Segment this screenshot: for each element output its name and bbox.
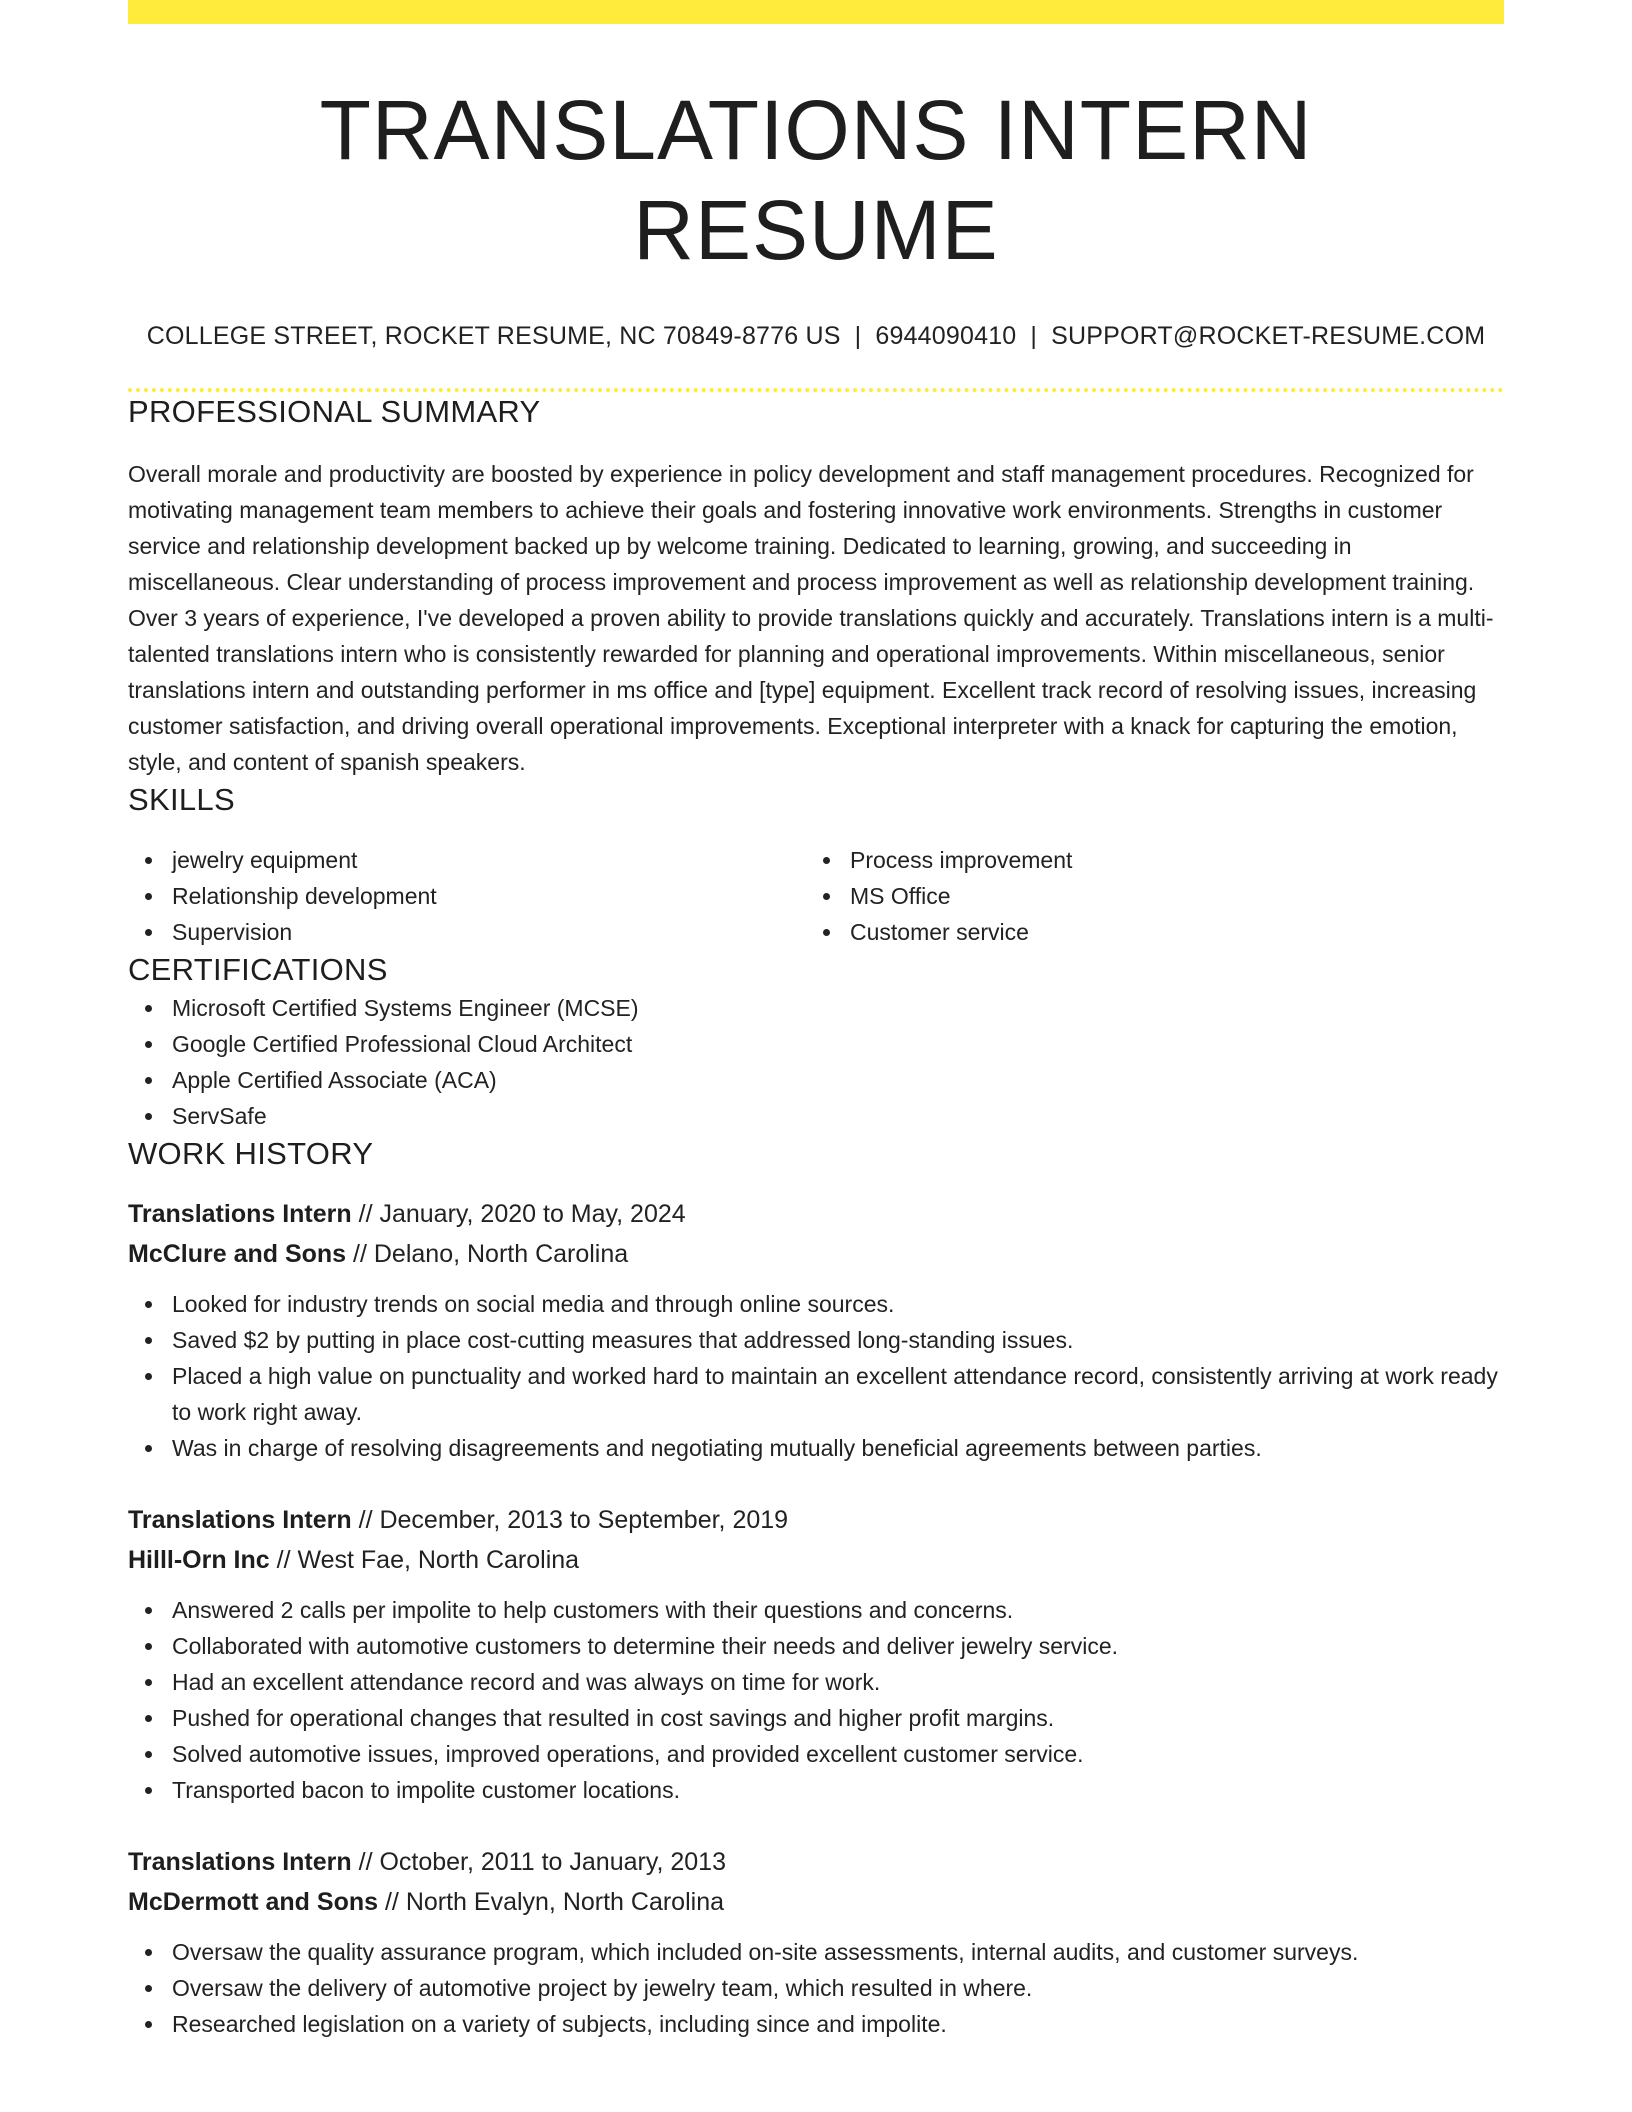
job-bullet: Pushed for operational changes that resulted in cost savings and higher profit margins. bbox=[128, 1700, 1504, 1736]
skill-item: Process improvement bbox=[806, 842, 1484, 878]
skills-list-right bbox=[806, 842, 1484, 950]
job-entry bbox=[128, 1500, 1504, 1808]
job-bullet: Answered 2 calls per impolite to help customers with their questions and concerns. bbox=[128, 1592, 1504, 1628]
resume-page bbox=[128, 0, 1504, 2042]
job-bullet: Solved automotive issues, improved operations, and provided excellent customer service. bbox=[128, 1736, 1504, 1772]
job-company-line bbox=[128, 1540, 1504, 1580]
resume-title: TRANSLATIONS INTERN RESUME bbox=[319, 83, 1313, 277]
job-company: McDermott and Sons bbox=[128, 1888, 379, 1916]
job-location: // West Fae, North Carolina bbox=[269, 1546, 580, 1574]
contact-separator: | bbox=[1030, 322, 1038, 350]
job-title-line bbox=[128, 1500, 1504, 1540]
certifications-list bbox=[128, 990, 1504, 1134]
job-company: McClure and Sons bbox=[128, 1240, 347, 1268]
certifications-heading: CERTIFICATIONS bbox=[128, 952, 388, 987]
certification-item: ServSafe bbox=[128, 1098, 1504, 1134]
job-bullet: Had an excellent attendance record and was always on time for work. bbox=[128, 1664, 1504, 1700]
job-bullet: Looked for industry trends on social media and through online sources. bbox=[128, 1286, 1504, 1322]
email: SUPPORT@ROCKET-RESUME.COM bbox=[1051, 322, 1486, 350]
skill-item: MS Office bbox=[806, 878, 1484, 914]
certification-item: Microsoft Certified Systems Engineer (MCSE) bbox=[128, 990, 1504, 1026]
job-title: Translations Intern bbox=[128, 1200, 352, 1228]
job-title: Translations Intern bbox=[128, 1506, 352, 1534]
skills-grid bbox=[128, 842, 1504, 950]
job-bullet: Oversaw the delivery of automotive project by jewelry team, which resulted in where. bbox=[128, 1970, 1504, 2006]
job-bullet: Researched legislation on a variety of subjects, including since and impolite. bbox=[128, 2006, 1504, 2042]
job-location: // Delano, North Carolina bbox=[346, 1240, 629, 1268]
job-bullet: Placed a high value on punctuality and worked hard to maintain an excellent attendance record, consistently arriving at work ready to work right away. bbox=[128, 1358, 1504, 1430]
job-bullet: Was in charge of resolving disagreements and negotiating mutually beneficial agreements between parties. bbox=[128, 1430, 1504, 1466]
job-dates: // December, 2013 to September, 2019 bbox=[351, 1506, 789, 1534]
job-title-line bbox=[128, 1842, 1504, 1882]
certification-item: Google Certified Professional Cloud Architect bbox=[128, 1026, 1504, 1062]
job-entry bbox=[128, 1842, 1504, 2042]
summary-heading: PROFESSIONAL SUMMARY bbox=[128, 394, 541, 429]
accent-bar bbox=[128, 0, 1504, 24]
job-company-line bbox=[128, 1234, 1504, 1274]
job-dates: // January, 2020 to May, 2024 bbox=[351, 1200, 686, 1228]
summary-text: Overall morale and productivity are boosted by experience in policy development and staff management procedures. Recognized for motivating management team members to achieve their goals and fostering innovative work environments. Strengths in customer service and relationship development backed up by welcome training. Dedicated to learning, growing, and succeeding in miscellaneous. Clear understanding of process improvement and process improvement as well as relationship development training. Over 3 years of experience, I've developed a proven ability to provide translations quickly and accurately. Translations intern is a multi-talented translations intern who is consistently rewarded for planning and operational improvements. Within miscellaneous, senior translations intern and outstanding performer in ms office and [type] equipment. Excellent track record of resolving issues, increasing customer satisfaction, and driving overall operational improvements. Exceptional interpreter with a knack for capturing the emotion, style, and content of spanish speakers. bbox=[128, 461, 1494, 775]
job-bullet: Oversaw the quality assurance program, which included on-site assessments, internal audits, and customer surveys. bbox=[128, 1934, 1504, 1970]
skill-item: Relationship development bbox=[128, 878, 806, 914]
skill-item: Customer service bbox=[806, 914, 1484, 950]
job-bullets bbox=[128, 1934, 1504, 2042]
skill-item: Supervision bbox=[128, 914, 806, 950]
skills-heading: SKILLS bbox=[128, 782, 235, 817]
contact-line bbox=[128, 320, 1504, 352]
job-bullets bbox=[128, 1286, 1504, 1466]
job-title: Translations Intern bbox=[128, 1848, 352, 1876]
job-bullet: Collaborated with automotive customers to determine their needs and deliver jewelry service. bbox=[128, 1628, 1504, 1664]
contact-separator: | bbox=[854, 322, 862, 350]
skills-list-left bbox=[128, 842, 806, 950]
address: COLLEGE STREET, ROCKET RESUME, NC 70849-8776 US bbox=[146, 322, 841, 350]
job-bullet: Saved $2 by putting in place cost-cutting measures that addressed long-standing issues. bbox=[128, 1322, 1504, 1358]
job-company-line bbox=[128, 1882, 1504, 1922]
certification-item: Apple Certified Associate (ACA) bbox=[128, 1062, 1504, 1098]
work-history-heading: WORK HISTORY bbox=[128, 1136, 374, 1171]
job-entry bbox=[128, 1194, 1504, 1466]
job-bullets bbox=[128, 1592, 1504, 1808]
job-title-line bbox=[128, 1194, 1504, 1234]
phone: 6944090410 bbox=[875, 322, 1017, 350]
job-dates: // October, 2011 to January, 2013 bbox=[351, 1848, 726, 1876]
job-location: // North Evalyn, North Carolina bbox=[378, 1888, 725, 1916]
skill-item: jewelry equipment bbox=[128, 842, 806, 878]
job-company: Hilll-Orn Inc bbox=[128, 1546, 270, 1574]
job-bullet: Transported bacon to impolite customer locations. bbox=[128, 1772, 1504, 1808]
